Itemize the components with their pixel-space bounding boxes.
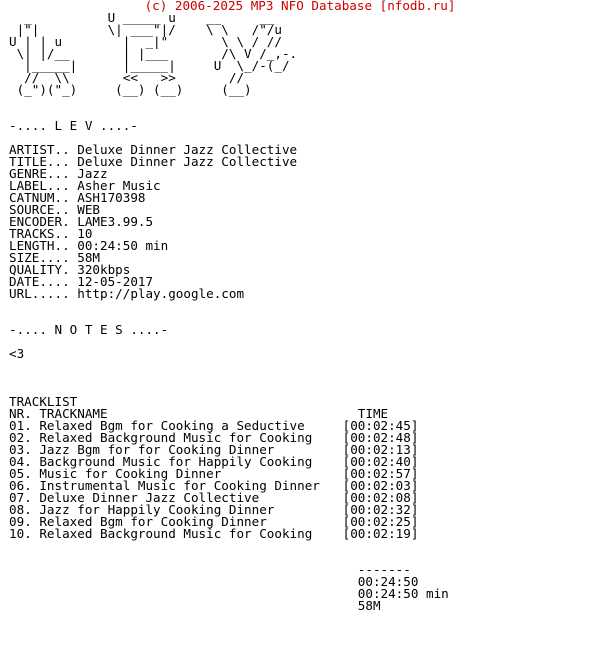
info-line: URL..... http://play.google.com [9, 286, 245, 301]
info-line: TITLE... Deluxe Dinner Jazz Collective [9, 154, 298, 169]
track-row: 03. Jazz Bgm for for Cooking Dinner [00:02:13] [9, 442, 419, 457]
info-line: TRACKS.. 10 [9, 226, 93, 241]
track-row: 02. Relaxed Background Music for Cooking [00:02:48] [9, 430, 419, 445]
total-line: 00:24:50 min [9, 586, 449, 601]
ascii-logo-line: U | | u | _|" \ \ / // [9, 34, 282, 49]
total-line: ------- [9, 562, 411, 577]
group-title: -.... L E V ....- [9, 118, 138, 133]
total-line: 58M [9, 598, 381, 613]
ascii-logo-line: |"| \| ___"|/ \ \ /"/u [9, 22, 282, 37]
track-row: 07. Deluxe Dinner Jazz Collective [00:02:08] [9, 490, 419, 505]
track-row: 09. Relaxed Bgm for Cooking Dinner [00:02:25] [9, 514, 419, 529]
track-row: 05. Music for Cooking Dinner [00:02:57] [9, 466, 419, 481]
info-line: CATNUM.. ASH170398 [9, 190, 146, 205]
ascii-logo-line: // \\ << >> // [9, 70, 245, 85]
track-row: 04. Background Music for Happily Cooking [00:02:40] [9, 454, 419, 469]
notes-title: -.... N O T E S ....- [9, 322, 169, 337]
track-row: 10. Relaxed Background Music for Cooking [00:02:19] [9, 526, 419, 541]
track-row: 01. Relaxed Bgm for Cooking a Seductive [00:02:45] [9, 418, 419, 433]
info-line: SOURCE.. WEB [9, 202, 100, 217]
total-line: 00:24:50 [9, 574, 419, 589]
track-row: 08. Jazz for Happily Cooking Dinner [00:02:32] [9, 502, 419, 517]
ascii-logo-line: _ U _____ u __ __ [9, 10, 275, 25]
info-line: ENCODER. LAME3.99.5 [9, 214, 154, 229]
info-line: DATE.... 12-05-2017 [9, 274, 154, 289]
ascii-logo-line: \| |/__ | |___ /\ V /_,-. [9, 46, 298, 61]
info-line: LENGTH.. 00:24:50 min [9, 238, 169, 253]
info-line: LABEL... Asher Music [9, 178, 161, 193]
info-line: GENRE... Jazz [9, 166, 108, 181]
ascii-logo-line: |_____| |_____| U \_/-(_/ [9, 58, 290, 73]
nfo-content [9, 12, 449, 612]
notes-body: <3 [9, 346, 25, 361]
info-line: ARTIST.. Deluxe Dinner Jazz Collective [9, 142, 298, 157]
tracklist-title: TRACKLIST [9, 394, 78, 409]
track-row: 06. Instrumental Music for Cooking Dinner [00:02:03] [9, 478, 419, 493]
info-line: SIZE.... 58M [9, 250, 100, 265]
tracklist-header: NR. TRACKNAME TIME [9, 406, 389, 421]
info-line: QUALITY. 320kbps [9, 262, 131, 277]
ascii-logo-line: (_")("_) (__) (__) (__) [9, 82, 252, 97]
nfodb-credit-link[interactable]: (c) 2006-2025 MP3 NFO Database [nfodb.ru] [144, 0, 456, 13]
